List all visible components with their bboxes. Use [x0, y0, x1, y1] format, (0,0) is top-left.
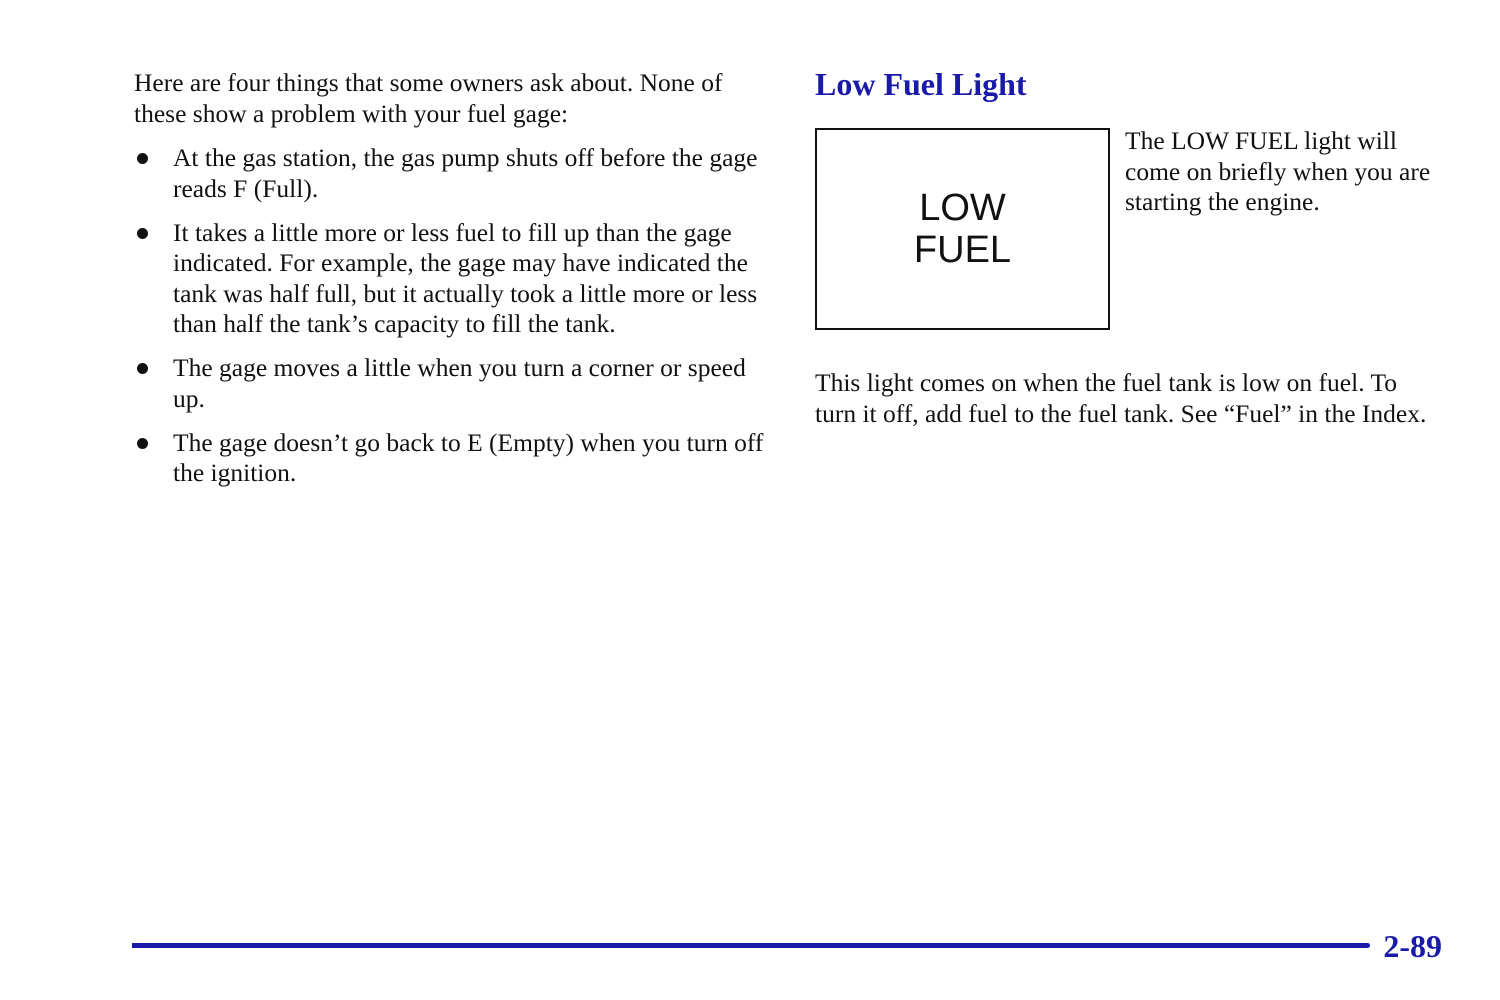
low-fuel-indicator-box [815, 128, 1110, 330]
footer-rule [132, 943, 1370, 948]
bullet-icon [137, 153, 148, 164]
bullet-text: It takes a little more or less fuel to fill up than the gage indicated. For example, the gage may have indicated the tank was half full, but it actually took a little more or less than half the tank’s capacity to fill the tank. [173, 217, 758, 338]
bullet-icon [137, 228, 148, 239]
bullet-text: The gage moves a little when you turn a corner or speed up. [173, 353, 746, 413]
bullet-icon [137, 438, 148, 449]
page-number: 2-89 [1383, 928, 1442, 964]
bullet-icon [137, 363, 148, 374]
section-title: Low Fuel Light [815, 66, 1027, 102]
bullet-text: At the gas station, the gas pump shuts off before the gage reads F (Full). [173, 143, 758, 203]
bullet-item [134, 218, 764, 340]
bullet-list [134, 143, 764, 489]
left-column [134, 68, 764, 502]
indicator-description: The LOW FUEL light will come on briefly when you are starting the engine. [1125, 126, 1431, 216]
intro-paragraph: Here are four things that some owners ask about. None of these show a problem with your fuel gage: [134, 68, 723, 128]
bullet-item [134, 353, 764, 414]
bullet-text: The gage doesn’t go back to E (Empty) when you turn off the ignition. [173, 427, 764, 487]
bullet-item [134, 143, 764, 204]
low-fuel-indicator-label: LOW FUEL [913, 187, 1012, 271]
body-paragraph: This light comes on when the fuel tank is low on fuel. To turn it off, add fuel to the fuel tank. See “Fuel” in the Index. [815, 368, 1427, 428]
bullet-item [134, 428, 764, 489]
right-column [815, 64, 1435, 428]
